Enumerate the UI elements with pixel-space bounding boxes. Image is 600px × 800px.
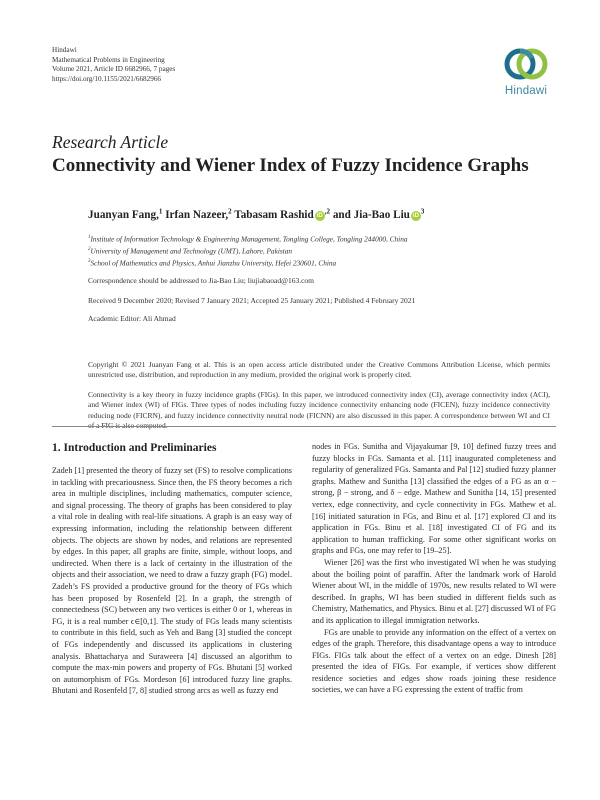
orcid-icon[interactable]: iD — [412, 212, 419, 219]
author-affil-marker: 3 — [420, 207, 425, 215]
affiliation-text: University of Management and Technology (UMT), Lahore, Pakistan — [90, 246, 293, 256]
correspondence: Correspondence should be addressed to Jia-Bao Liu; liujiabaoad@163.com — [88, 276, 315, 285]
author — [333, 209, 425, 221]
body-column-right — [312, 441, 556, 696]
author-affil-marker: 1 — [158, 207, 163, 215]
author — [234, 209, 330, 221]
publisher-name: Hindawi — [52, 46, 77, 54]
affiliation — [88, 245, 408, 257]
body-column-left — [52, 465, 292, 697]
copyright-notice: Copyright © 2021 Juanyan Fang et al. This is an open access article distributed under the Creative Commons Attribution License, which permits unrestricted use, distribution, and reproduction in any medium, provided the original work is properly cited. — [88, 360, 550, 380]
affiliation-number: 3 — [88, 258, 91, 264]
article-type: Research Article — [52, 132, 169, 152]
author-affil-marker: 2 — [228, 207, 232, 215]
section-divider — [52, 426, 556, 427]
author-list — [88, 207, 424, 221]
affiliation — [88, 257, 408, 269]
author — [165, 209, 231, 221]
author — [88, 209, 162, 221]
paragraph: Zadeh [1] presented the theory of fuzzy set (FS) to resolve complications in tackling with precariousness. Since then, the FS theory becomes a rich area in multiple disciplines, including mathematics, computer science, and signal processing. The theory of graphs has been considered to play a vital role in dealing with real-life situations. A graph is an easy way of expressing information, including the relationship between different objects. The objects are shown by nodes, and relations are represented by edges. In this paper, all graphs are finite, simple, without loops, and undirected. When there is a lack of certainty in the illustration of the objects and their association, we need to draw a fuzzy graph (FG) model. Zadeh’s FS provided a productive ground for the theory of FGs which has been proposed by Rosenfeld [2]. In a graph, the strength of connectedness (SC) between any two vertices is either 0 or 1, whereas in FG, it is a real number ϵ∈[0,1]. The study of FGs leads many scientists to contribute in this field, such as Yeh and Bang [3] studied the concept of FGs independently and discussed its applications in clustering analysis. Bhattacharya and Suraweera [4] discussed an algorithm to compute the max-min powers and property of FGs. Bhutani [5] worked on automorphism of FGs. Mordeson [6] introduced fuzzy line graphs. Bhutani and Rosenfeld [7, 8] studied strong arcs as well as fuzzy end — [52, 466, 292, 696]
affiliations — [88, 233, 408, 268]
volume-line: Volume 2021, Article ID 6682966, 7 pages — [52, 65, 176, 74]
paragraph: nodes in FGs. Sunitha and Vijayakumar [9, 10] defined fuzzy trees and fuzzy blocks in FGs. Samanta et al. [11] inaugurated completeness and regularity of generalized FGs. Samanta and Pal [12] studied fuzzy planner graphs. Mathew and Sunitha [13] classified the edges of a FG as an α − strong, β − strong, and δ − edge. Mathew and Sunitha [14, 15] presented vertex, edge connectivity, and cycle connectivity in FGs. Mathew et al. [16] initiated saturation in FGs, and Binu et al. [17] explored CI and its application in FGs. Binu et al. [18] investigated CI of FG and its application to human trafficking. For some other significant works on graphs and FGs, one may refer to [19–25]. — [312, 442, 556, 556]
affiliation-number: 2 — [88, 246, 91, 252]
journal-header — [52, 46, 175, 84]
paragraph: FGs are unable to provide any information on the effect of a vertex on edges of the graph. Therefore, this disadvantage opens a way to introduce FIGs. FIGs talk about the effect of a vertex on an edge. Dinesh [28] presented the idea of FIGs. For example, if vertices show different residence societies and edges show roads joining these residence societies, we can have a FG expressing the extent of traffic from — [312, 627, 556, 695]
author-name: Tabasam Rashid — [234, 208, 314, 221]
author-name: Irfan Nazeer, — [165, 208, 229, 221]
paragraph: Wiener [26] was the first who investigated WI when he was studying about the boiling point of paraffin. After the landmark work of Harold Wiener about WI, in the middle of 1970s, new results related to WI were described. In graphs, WI has been studied in different fields such as Chemistry, Mathematics, and Physics. Binu et al. [27] discussed WI of FG and its application to illegal immigration networks. — [312, 557, 556, 625]
author-name: and Jia-Bao Liu — [332, 208, 410, 221]
affiliation — [88, 233, 408, 245]
orcid-icon[interactable]: iD — [316, 212, 323, 219]
article-title: Connectivity and Wiener Index of Fuzzy Incidence Graphs — [52, 155, 529, 176]
article-dates: Received 9 December 2020; Revised 7 January 2021; Accepted 25 January 2021; Published 4 February 2021 — [88, 296, 416, 305]
logo-text: Hindawi — [504, 85, 548, 97]
hindawi-logo-icon — [504, 44, 548, 84]
affiliation-text: Institute of Information Technology & Engineering Management, Tongling College, Tongling 244000, China — [90, 234, 408, 244]
academic-editor: Academic Editor: Ali Ahmad — [88, 314, 176, 323]
journal-name: Mathematical Problems in Engineering — [52, 55, 165, 64]
affiliation-text: School of Mathematics and Physics, Anhui Jianzhu University, Hefei 230601, China — [90, 258, 337, 268]
hindawi-logo — [496, 44, 556, 97]
section-heading: 1. Introduction and Preliminaries — [52, 442, 217, 454]
doi-link[interactable]: https://doi.org/10.1155/2021/6682966 — [52, 74, 162, 83]
affiliation-number: 1 — [88, 235, 91, 240]
abstract: Connectivity is a key theory in fuzzy incidence graphs (FIGs). In this paper, we introduced connectivity index (CI), average connectivity index (ACI), and Wiener index (WI) of FIGs. Three types of nodes including fuzzy incidence connectivity enhancing node (FICEN), fuzzy incidence connectivity reducing node (FICRN), and fuzzy incidence connectivity neutral node (FICNN) are also discussed in this paper. A correspondence between WI and CI of a FIG is also computed. — [88, 390, 550, 430]
author-name: Juanyan Fang, — [88, 208, 159, 221]
author-affil-marker: ,2 — [324, 207, 331, 215]
